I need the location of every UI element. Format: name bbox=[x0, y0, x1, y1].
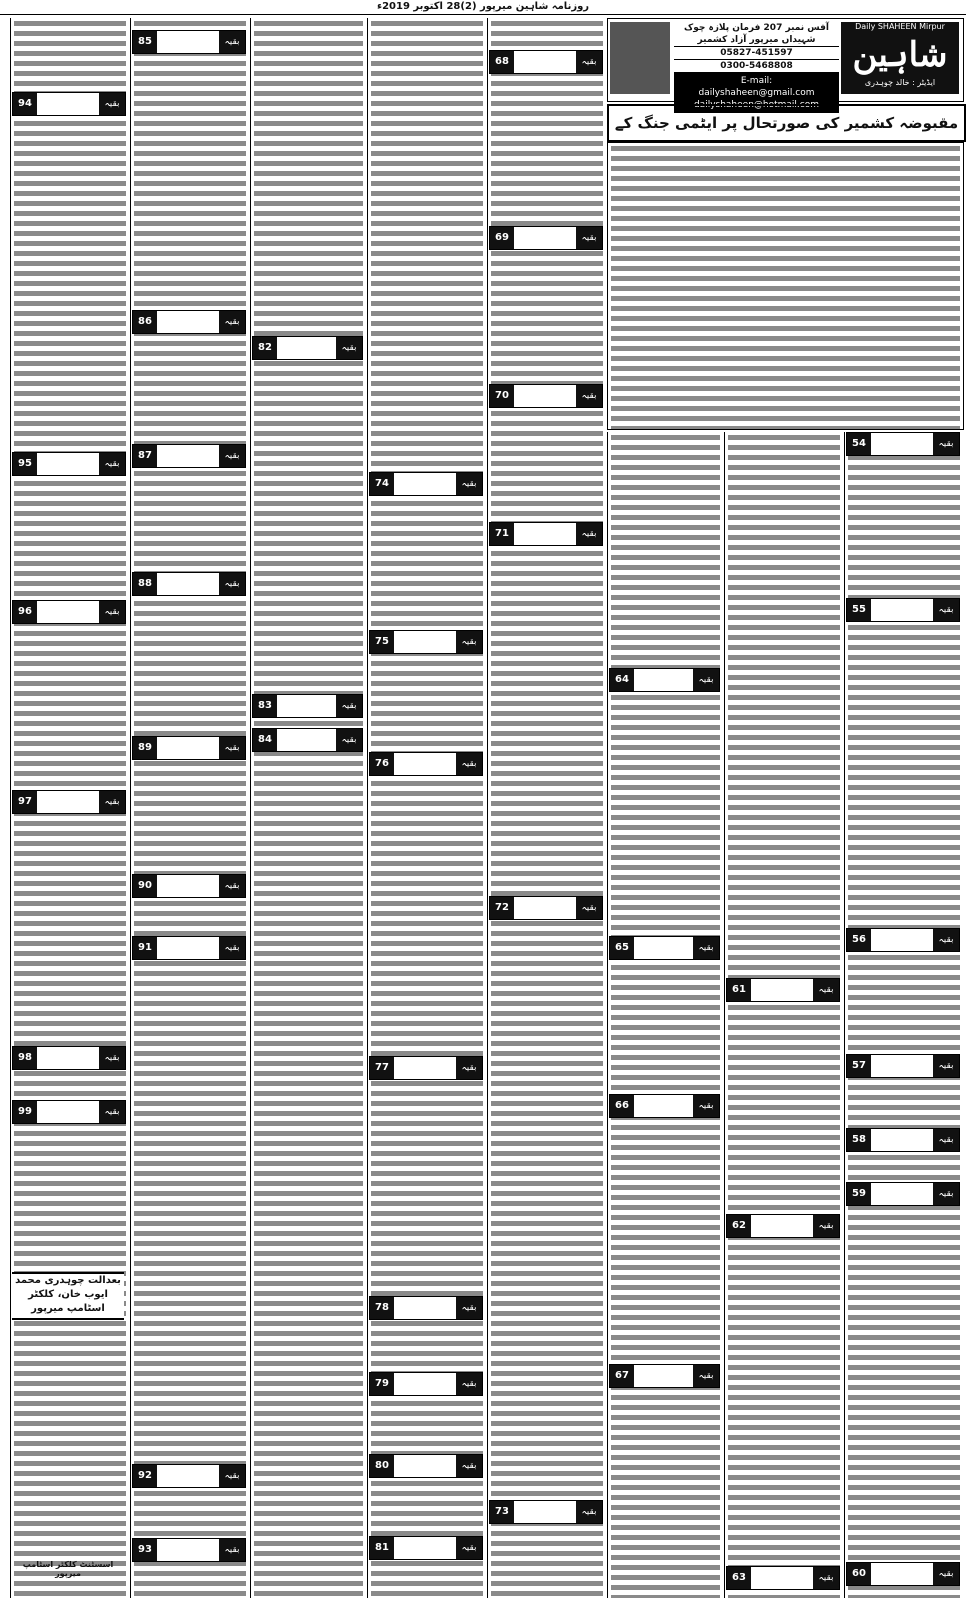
masthead bbox=[607, 18, 964, 110]
continued-box: 69 بقیہ bbox=[489, 226, 603, 250]
continued-box: 86 بقیہ bbox=[132, 310, 246, 334]
continued-box: 73 بقیہ bbox=[489, 1500, 603, 1524]
continued-box: 77 بقیہ bbox=[369, 1056, 483, 1080]
continued-box: 89 بقیہ bbox=[132, 736, 246, 760]
contact-info bbox=[674, 22, 839, 110]
continued-box: 61 بقیہ bbox=[726, 978, 840, 1002]
continued-box: 85 بقیہ bbox=[132, 30, 246, 54]
court-notice-sign: اسسٹنٹ کلکٹر اسٹامپ میرپور bbox=[22, 1560, 114, 1578]
continued-box: 78 بقیہ bbox=[369, 1296, 483, 1320]
office-address: آفس نمبر 207 فرمان پلازہ چوک شہیداں میرپور آزاد کشمیر bbox=[674, 22, 839, 47]
continued-box: 96 بقیہ bbox=[12, 600, 126, 624]
continued-box: 67 بقیہ bbox=[609, 1364, 720, 1388]
continued-box: 56 بقیہ bbox=[846, 928, 960, 952]
continued-box: 76 بقیہ bbox=[369, 752, 483, 776]
continued-box: 98 بقیہ bbox=[12, 1046, 126, 1070]
continued-box: 92 بقیہ bbox=[132, 1464, 246, 1488]
mobile-number: 0300-5468808 bbox=[674, 60, 839, 73]
continued-box: 58 بقیہ bbox=[846, 1128, 960, 1152]
continued-box: 97 بقیہ bbox=[12, 790, 126, 814]
continued-box: 93 بقیہ bbox=[132, 1538, 246, 1562]
continued-box: 82 بقیہ bbox=[252, 336, 363, 360]
continued-box: 57 بقیہ bbox=[846, 1054, 960, 1078]
column-7 bbox=[130, 18, 249, 1598]
editorial-text bbox=[611, 143, 960, 429]
column-3 bbox=[607, 432, 723, 1598]
continued-box: 87 بقیہ bbox=[132, 444, 246, 468]
continued-box: 64 بقیہ bbox=[609, 668, 720, 692]
continued-box: 80 بقیہ bbox=[369, 1454, 483, 1478]
continued-box: 59 بقیہ bbox=[846, 1182, 960, 1206]
fax-number: 05827-451597 bbox=[674, 47, 839, 60]
continued-box: 65 بقیہ bbox=[609, 936, 720, 960]
continued-box: 79 بقیہ bbox=[369, 1372, 483, 1396]
email-2: dailyshaheen@hotmail.com bbox=[693, 100, 820, 110]
newspaper-logo bbox=[841, 22, 959, 94]
continued-box: 81 بقیہ bbox=[369, 1536, 483, 1560]
continued-box: 60 بقیہ bbox=[846, 1562, 960, 1586]
column-2 bbox=[724, 432, 843, 1598]
column-5 bbox=[367, 18, 486, 1598]
continued-box: 62 بقیہ bbox=[726, 1214, 840, 1238]
continued-box: 72 بقیہ bbox=[489, 896, 603, 920]
logo-sub: Daily SHAHEEN Mirpur bbox=[855, 22, 945, 31]
continued-box: 71 بقیہ bbox=[489, 522, 603, 546]
continued-box: 68 بقیہ bbox=[489, 50, 603, 74]
email-label: E-mail: bbox=[740, 76, 773, 86]
continued-box: 70 بقیہ bbox=[489, 384, 603, 408]
continued-box: 88 بقیہ bbox=[132, 572, 246, 596]
dateline: روزنامہ شاہین میرپور (2)28 اکتوبر 2019ء bbox=[0, 0, 966, 15]
continued-box: 90 بقیہ bbox=[132, 874, 246, 898]
column-4 bbox=[487, 18, 606, 1598]
continued-box: 83 بقیہ bbox=[252, 694, 363, 718]
continued-box: 66 بقیہ bbox=[609, 1094, 720, 1118]
continued-box: 94 بقیہ bbox=[12, 92, 126, 116]
continued-box: 95 بقیہ bbox=[12, 452, 126, 476]
editorial-body bbox=[607, 142, 964, 430]
editorial-headline: مقبوضہ کشمیر کی صورتحال پر ایٹمی جنگ کے bbox=[607, 104, 966, 142]
editor-name: ایڈیٹر : خالد چوہدری bbox=[864, 78, 936, 87]
continued-box: 55 بقیہ bbox=[846, 598, 960, 622]
continued-box: 74 بقیہ bbox=[369, 472, 483, 496]
logo-title: شاہین bbox=[852, 35, 948, 75]
column-6 bbox=[250, 18, 366, 1598]
continued-box: 99 بقیہ bbox=[12, 1100, 126, 1124]
continued-box: 91 بقیہ bbox=[132, 936, 246, 960]
continued-box: 84 بقیہ bbox=[252, 728, 363, 752]
court-notice-title: بعدالت چوہدری محمد ایوب خان، کلکٹر اسٹامپ میرپور bbox=[12, 1272, 124, 1320]
monument-image bbox=[610, 22, 670, 94]
email-1: dailyshaheen@gmail.com bbox=[698, 88, 815, 98]
continued-box: 75 بقیہ bbox=[369, 630, 483, 654]
continued-box: 63 بقیہ bbox=[726, 1566, 840, 1590]
continued-box: 54 بقیہ bbox=[846, 432, 960, 456]
